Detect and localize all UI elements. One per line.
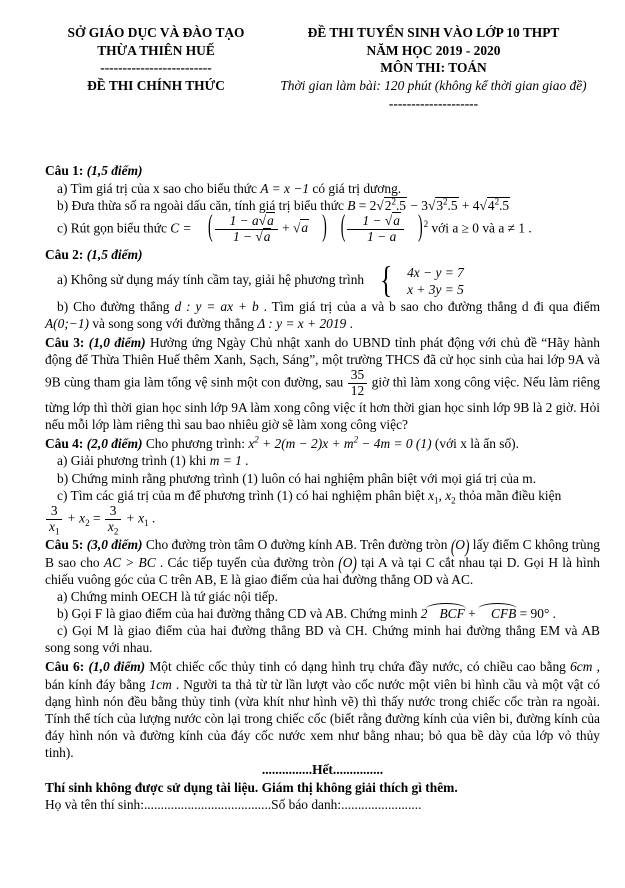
q2b-line-d: d : y = ax + b xyxy=(174,298,259,314)
q3-fraction xyxy=(347,368,368,398)
q6-points: (1,0 điểm) xyxy=(88,659,146,675)
fraction-numerator xyxy=(215,214,278,229)
q2b-text: b) Cho đường thẳng xyxy=(57,298,175,314)
q2-points: (1,5 điểm) xyxy=(86,247,143,263)
q4c-x1: x xyxy=(428,487,435,503)
q4-label: Câu 4: xyxy=(45,436,84,452)
candidate-name-label: Họ và tên thí sinh: xyxy=(45,796,144,812)
q6-paragraph xyxy=(45,658,600,761)
q5b-text: b) Gọi F là giao điểm của hai đường thẳng CD và AB. Chứng minh xyxy=(57,605,421,621)
q2-heading xyxy=(45,246,600,263)
q1a-text: a) Tìm giá trị của x sao cho biểu thức xyxy=(57,180,261,196)
subject: MÔN THI: TOÁN xyxy=(380,60,487,76)
q1b-op2: + 4 xyxy=(458,197,480,213)
sqrt-symbol: √ xyxy=(258,212,267,228)
den-x: x xyxy=(49,518,55,534)
q2b-line-delta: Δ : y = x + 2019 xyxy=(257,316,347,331)
q5b-coef: 2 xyxy=(420,605,428,621)
q2-item-a xyxy=(45,260,600,301)
q5b-equals-90: = 90° xyxy=(516,605,550,621)
department-name: SỞ GIÁO DỤC VÀ ĐÀO TẠO xyxy=(67,25,245,40)
sub-1: 1 xyxy=(144,517,149,528)
q2b-text-3: và song song với đường thẳng xyxy=(88,316,258,331)
q4-points: (2,0 điểm) xyxy=(86,436,143,452)
equation-system xyxy=(395,264,464,298)
eq-end: − 4m = 0 (1) xyxy=(358,436,432,452)
q6-label: Câu 6: xyxy=(45,659,85,675)
open-paren: ( xyxy=(340,211,346,245)
fraction-numerator xyxy=(347,214,404,229)
radicand-base: 4 xyxy=(487,197,495,213)
fraction-denominator xyxy=(46,519,62,535)
q3-label: Câu 3: xyxy=(45,335,85,351)
num-text: 1 − xyxy=(362,212,385,228)
eq-exp: 2 xyxy=(254,434,259,445)
q4c-text-end: thỏa mãn điều kiện xyxy=(455,487,562,503)
sub-1: 1 xyxy=(54,526,60,537)
province-name: THỪA THIÊN HUẾ xyxy=(97,42,215,58)
q2b-text-2: . Tìm giá trị của a và b sao cho đường thẳng d đi qua điểm xyxy=(258,298,600,314)
q5-text-2: lấy điểm C không trùng B sao cho xyxy=(45,537,600,570)
q4c-text: c) Tìm các giá trị của m để phương trình (1) có hai nghiệm phân biệt xyxy=(57,487,429,503)
sqrt-symbol: √ xyxy=(293,220,301,236)
open-paren: ( xyxy=(450,535,456,557)
sqrt-symbol: √ xyxy=(376,197,384,213)
q1b-radical-2 xyxy=(428,197,459,213)
radicand-exp: 2 xyxy=(391,196,396,207)
q2b-text-end: . xyxy=(346,316,353,331)
q1b-radicand-1 xyxy=(384,197,407,213)
q5-item-c: c) Gọi M là giao điểm của hai đường thẳng BD và CH. Chứng minh hai đường thẳng EM và AB song song với nhau. xyxy=(45,623,600,656)
den-x: x xyxy=(107,518,114,534)
close-paren: ) xyxy=(352,552,357,574)
q5-points: (3,0 điểm) xyxy=(86,537,143,553)
school-year: NĂM HỌC 2019 - 2020 xyxy=(366,42,501,58)
circle-o: (O) xyxy=(450,535,470,557)
end-dots-left: ............... xyxy=(261,762,313,778)
q5-inequality: AC > BC xyxy=(103,554,156,570)
close-paren: ) xyxy=(417,211,423,245)
q4-item-c xyxy=(45,487,600,504)
q1-heading xyxy=(45,162,600,179)
header-right xyxy=(267,24,600,112)
q1c-sqrt-a-radicand: a xyxy=(301,220,309,236)
q4c-fraction-2 xyxy=(104,502,122,537)
sub-2: 2 xyxy=(85,517,90,528)
exam-title: ĐỀ THI TUYỂN SINH VÀO LỚP 10 THPT xyxy=(307,25,560,40)
candidate-number-label: Số báo danh: xyxy=(271,796,342,812)
end-marker xyxy=(45,761,600,778)
eq-mid: + 2(m − 2)x + m xyxy=(258,436,354,452)
num-radical xyxy=(385,212,401,228)
q6-text-3: . Người ta thả từ từ lần lượt vào cốc nước một viên bi hình cầu và một vật có dạng hình nón đều bằng thủy tinh (vừa khít như hình vẽ) thì thấy nước trong chiếc cốc tràn ra ngoài. Tính thể tích của lượng nước còn lại trong chiếc cốc (biết rằng đường kính của viên bi, đường kính của đáy hình nón và đường kính của đáy cốc nước xem như bằng nhau; bỏ qua bề dày của lớp vỏ thủy tinh). xyxy=(45,676,600,761)
q5-item-a: a) Chứng minh OECH là tứ giác nội tiếp. xyxy=(57,588,278,604)
header-left xyxy=(45,24,267,112)
q1c-fraction-2 xyxy=(346,214,405,244)
q1-item-c xyxy=(45,211,600,245)
header-right-divider: -------------------- xyxy=(388,95,479,111)
q1b-op1: − 3 xyxy=(407,197,428,213)
q4a-text: a) Giải phương trình (1) khi xyxy=(57,453,210,469)
num-radical xyxy=(259,212,275,228)
eq-exp: 2 xyxy=(353,434,359,445)
fraction-numerator: 3 xyxy=(50,502,58,518)
equation-2: x + 3y = 5 xyxy=(407,281,464,297)
q5-text-1: Cho đường tròn tâm O đường kính AB. Trên đường tròn xyxy=(142,537,451,553)
q5-label: Câu 5: xyxy=(45,537,84,553)
q1b-var: B xyxy=(347,197,356,213)
q6-text-2: , bán kính đáy bằng xyxy=(45,659,600,692)
den-radical xyxy=(255,228,271,244)
q2-label: Câu 2: xyxy=(45,247,84,263)
q4c-formula xyxy=(45,502,600,537)
den-radicand: a xyxy=(263,228,271,244)
open-paren: ( xyxy=(338,552,343,574)
candidate-number-blank: ........................ xyxy=(341,796,422,812)
q4-item-b: b) Chứng minh rằng phương trình (1) luôn có hai nghiệm phân biệt với mọi giá trị của m. xyxy=(57,470,537,486)
q4c-fraction-1 xyxy=(45,502,63,537)
num-text: 1 − a xyxy=(229,212,259,228)
q3-paragraph xyxy=(45,334,600,433)
q1b-radical-3 xyxy=(480,197,511,213)
q1c-text: c) Rút gọn biểu thức xyxy=(57,220,171,236)
num-radicand: a xyxy=(267,212,274,228)
radicand-rest: .5 xyxy=(395,197,406,213)
q5-text-4: tại A và tại C cắt nhau tại D. Gọi H là hình chiếu vuông góc của C trên AB, E là giao điểm của hai đường thẳng OD và AC. xyxy=(45,554,600,587)
q1-label: Câu 1: xyxy=(45,163,84,179)
q5-item-b xyxy=(45,605,600,622)
radicand-exp: 2 xyxy=(443,196,448,207)
plus-x: + x xyxy=(122,510,145,526)
q1c-condition: với a ≥ 0 và a ≠ 1 . xyxy=(428,220,532,236)
q1b-radical-1 xyxy=(376,197,407,213)
q4-intro-note: (với x là ẩn số). xyxy=(431,436,519,452)
fraction-denominator: 1 − a xyxy=(347,229,404,245)
close-paren: ) xyxy=(322,211,327,245)
period: . xyxy=(549,605,557,621)
q4a-end: . xyxy=(241,453,249,469)
end-dots-right: ............... xyxy=(332,762,384,778)
q1b-radicand-3 xyxy=(487,197,510,213)
q3-points: (1,0 điểm) xyxy=(88,335,146,351)
sub-1: 1 xyxy=(434,495,439,506)
q4-equation xyxy=(248,436,431,451)
sqrt-symbol: √ xyxy=(255,228,263,244)
open-paren: ( xyxy=(207,211,213,245)
q1-item-a xyxy=(45,180,600,197)
q4-intro-text: Cho phương trình: xyxy=(142,436,249,452)
q1a-formula: A = x −1 xyxy=(260,180,310,196)
sqrt-symbol: √ xyxy=(427,197,436,213)
sqrt-symbol: √ xyxy=(384,212,393,228)
fraction-denominator xyxy=(105,519,121,535)
sub-2: 2 xyxy=(451,495,456,506)
radicand-exp: 2 xyxy=(494,196,500,207)
fraction-denominator xyxy=(215,229,278,245)
q2b-point-a: A(0;−1) xyxy=(45,316,89,331)
circle-o: (O) xyxy=(338,552,357,574)
system-brace: { xyxy=(380,260,393,301)
radicand-rest: .5 xyxy=(447,197,458,213)
exam-rules-note: Thí sinh không được sử dụng tài liệu. Giám thị không giải thích gì thêm. xyxy=(45,779,458,795)
equals-sign: = xyxy=(89,510,104,526)
sub-2: 2 xyxy=(113,526,119,537)
header xyxy=(45,24,600,112)
q3-text-2: giờ thì làm xong công việc. Nếu làm riêng từng lớp thì thời gian học sinh lớp 9A làm xong công việc ít hơn thời gian học sinh lớp 9B là 2 giờ. Hỏi nếu mỗi lớp làm riêng thì sau bao nhiêu giờ sẽ làm xong công việc? xyxy=(45,374,600,433)
q6-text-1: Một chiếc cốc thủy tinh có dạng hình trụ chứa đầy nước, có chiều cao bằng xyxy=(145,659,571,675)
eq-x: x xyxy=(248,436,255,452)
q6-radius-value: 1cm xyxy=(149,676,172,692)
close-paren: ) xyxy=(464,535,470,557)
den-text: 1 − xyxy=(232,228,256,244)
q1-points: (1,5 điểm) xyxy=(86,163,143,179)
q4-heading xyxy=(45,435,600,452)
header-left-divider: ------------------------- xyxy=(100,60,212,76)
candidate-info-line xyxy=(45,796,600,813)
equation-1: 4x − y = 7 xyxy=(407,264,464,280)
q1c-lhs: C = xyxy=(170,220,192,236)
angle-bcf: BCF xyxy=(427,605,464,622)
fraction-numerator: 3 xyxy=(109,502,117,518)
q1b-radicand-2 xyxy=(435,197,458,213)
q1b-text: b) Đưa thừa số ra ngoài dấu căn, tính giá trị biểu thức xyxy=(57,197,348,213)
q1a-text-end: có giá trị dương. xyxy=(309,180,402,196)
candidate-name-blank: ...................................... xyxy=(143,796,272,812)
q3-text-1: Hưởng ứng Ngày Chủ nhật xanh do UBND tỉnh phát động với chủ đề “Hãy hành động để Thừa Thiên Huế thêm Xanh, Sạch, Sáng”, một trường THCS đã cử học sinh của hai lớp 9A và 9B cùng tham gia làm tổng vệ sinh một con đường, sau xyxy=(45,335,600,390)
angle-cfb: CFB xyxy=(479,605,516,622)
period: . xyxy=(148,510,156,526)
q5-paragraph xyxy=(45,536,600,587)
q4-item-a xyxy=(45,452,600,469)
q4c-x2: , x xyxy=(438,487,452,503)
q1c-square-exp: 2 xyxy=(423,218,429,229)
q5-text-3: . Các tiếp tuyến của đường tròn xyxy=(155,554,339,570)
fraction-denominator: 12 xyxy=(348,383,367,399)
q2a-text: a) Không sử dụng máy tính cầm tay, giải hệ phương trình xyxy=(57,271,365,287)
end-label: Hết xyxy=(312,762,333,778)
q4a-condition: m = 1 xyxy=(209,453,242,469)
fraction-numerator: 35 xyxy=(350,367,365,383)
plus-x: + x xyxy=(63,510,86,526)
q1b-lhs: = 2 xyxy=(355,197,377,213)
q1c-sqrt-a xyxy=(293,219,309,235)
sqrt-symbol: √ xyxy=(479,197,487,213)
radicand-base: 3 xyxy=(436,197,444,213)
duration-note: Thời gian làm bài: 120 phút (không kể thời gian giao đề) xyxy=(280,78,587,94)
q1c-plus: + xyxy=(278,220,294,236)
official-exam-label: ĐỀ THI CHÍNH THỨC xyxy=(87,78,225,94)
q1c-fraction-1 xyxy=(214,214,279,244)
radicand-rest: .5 xyxy=(499,197,510,213)
q6-height-value: 6cm xyxy=(570,659,593,675)
q2-item-b xyxy=(45,298,600,332)
radicand-base: 2 xyxy=(384,197,392,213)
num-radicand: a xyxy=(393,212,400,228)
plus-sign: + xyxy=(464,605,480,621)
questions xyxy=(45,162,600,812)
